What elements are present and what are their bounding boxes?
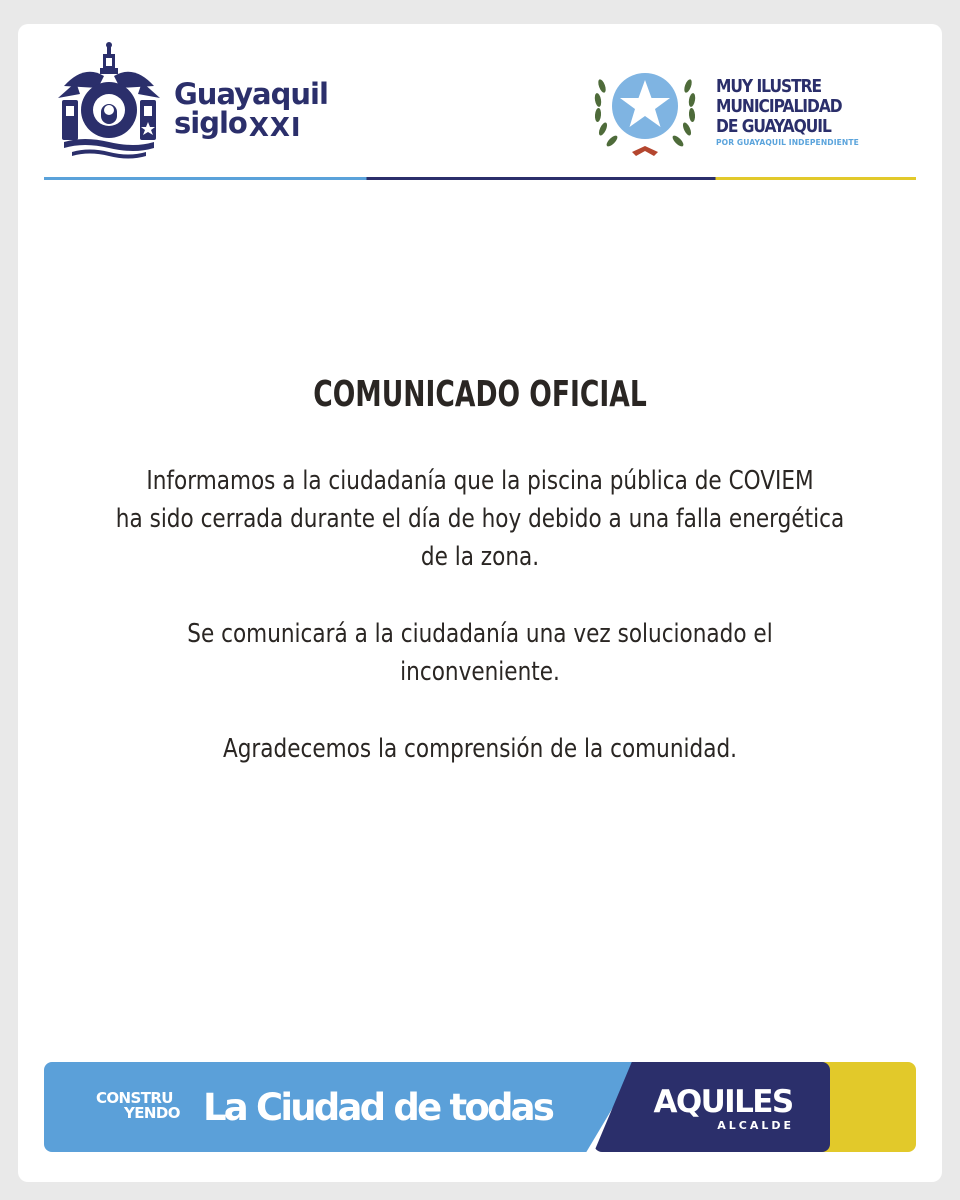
paragraph-1-line-2: ha sido cerrada durante el día de hoy debido a una falla energética [115, 504, 845, 534]
construyendo-line-1: CONSTRU [96, 1089, 173, 1107]
announcement-paragraph-2 [115, 615, 845, 691]
announcement-title: COMUNICADO OFICIAL [313, 374, 647, 415]
brand-left-xxi: XXI [248, 113, 302, 143]
municipal-star-seal-icon [590, 66, 700, 166]
announcement-card [18, 24, 942, 1182]
municipality-line-2: MUNICIPALIDAD [716, 96, 842, 117]
brand-left-line1: Guayaquil [174, 77, 328, 111]
header-divider [44, 177, 916, 180]
brand-left-siglo: siglo [174, 106, 247, 140]
municipality-line-3: DE GUAYAQUIL [716, 116, 831, 137]
announcement-paragraph-1 [115, 462, 845, 576]
municipality-line-1: MUY ILUSTRE [716, 76, 822, 97]
paragraph-2-line-1: Se comunicará a la ciudadanía una vez solucionado el [187, 619, 773, 649]
paragraph-1-line-1: Informamos a la ciudadanía que la piscina pública de COVIEM [146, 466, 814, 496]
municipality-logo [716, 77, 926, 147]
guayaquil-siglo-xxi-logo [174, 77, 328, 143]
paragraph-1-line-3: de la zona. [420, 542, 540, 572]
construyendo-line-2: YENDO [124, 1104, 180, 1122]
guayaquil-emblem-icon [54, 42, 166, 162]
footer-slogan: La Ciudad de todas [203, 1086, 553, 1129]
brand-left-line2 [174, 106, 328, 143]
paragraph-3-line-1: Agradecemos la comprensión de la comunidad. [222, 734, 738, 764]
candidate-name: AQUILES [653, 1084, 793, 1120]
candidate-role: ALCALDE [717, 1119, 794, 1132]
municipality-tagline: POR GUAYAQUIL INDEPENDIENTE [716, 138, 859, 147]
candidate-logo [648, 1086, 798, 1132]
announcement-paragraph-3 [115, 730, 845, 768]
paragraph-2-line-2: inconveniente. [400, 657, 560, 687]
construyendo-label [96, 1091, 180, 1121]
